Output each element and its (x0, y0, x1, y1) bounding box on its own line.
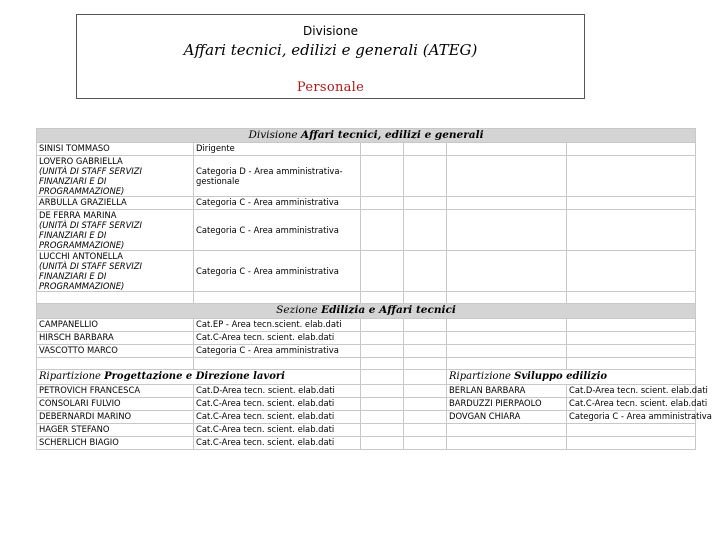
table-row (37, 210, 696, 251)
staff-role: Cat.C-Area tecn. scient. elab.dati (194, 411, 361, 424)
staff-note: (UNITÀ DI STAFF SERVIZI FINANZIARI E DI PROGRAMMAZIONE) (39, 166, 142, 196)
staff-name: BARDUZZI PIERPAOLO (447, 398, 567, 411)
table-row (37, 424, 696, 437)
table-row (37, 385, 696, 398)
unit-headers-row (37, 370, 696, 385)
table-row (37, 437, 696, 450)
staff-role: Cat.C-Area tecn. scient. elab.dati (194, 398, 361, 411)
staff-role: Cat.C-Area tecn. scient. elab.dati (567, 398, 696, 411)
staff-note: (UNITÀ DI STAFF SERVIZI FINANZIARI E DI PROGRAMMAZIONE) (39, 261, 142, 291)
table-row (37, 332, 696, 345)
staff-name: SCHERLICH BIAGIO (37, 437, 194, 450)
section-band (37, 304, 696, 319)
staff-name: BERLAN BARBARA (447, 385, 567, 398)
section-band-name: Edilizia e Affari tecnici (321, 304, 456, 316)
left-unit-name: Progettazione e Direzione lavori (104, 371, 285, 382)
spacer-row (37, 358, 696, 370)
staff-name: SINISI TOMMASO (37, 143, 194, 156)
staff-role: Cat.C-Area tecn. scient. elab.dati (194, 424, 361, 437)
staff-name: DEBERNARDI MARINO (37, 411, 194, 424)
section-band-prefix: Sezione (276, 304, 318, 316)
staff-table (36, 128, 712, 450)
right-unit-prefix: Ripartizione (449, 371, 511, 382)
staff-role: Cat.C-Area tecn. scient. elab.dati (194, 437, 361, 450)
staff-name: VASCOTTO MARCO (37, 345, 194, 358)
staff-name: CONSOLARI FULVIO (37, 398, 194, 411)
staff-name: DE FERRA MARINA (39, 210, 117, 220)
spacer-row (37, 292, 696, 304)
staff-role: Categoria C - Area amministrativa (194, 197, 361, 210)
staff-name: LOVERO GABRIELLA (39, 156, 123, 166)
table-row (37, 156, 696, 197)
staff-name: HAGER STEFANO (37, 424, 194, 437)
right-unit-name: Sviluppo edilizio (514, 371, 608, 382)
title-frame (76, 14, 585, 99)
staff-role: Cat.D-Area tecn. scient. elab.dati (194, 385, 361, 398)
staff-name: ARBULLA GRAZIELLA (37, 197, 194, 210)
table-row (37, 197, 696, 210)
division-band-prefix: Divisione (248, 129, 298, 141)
staff-role: Categoria C - Area amministrativa (567, 411, 696, 424)
staff-name: PETROVICH FRANCESCA (37, 385, 194, 398)
staff-name: DOVGAN CHIARA (447, 411, 567, 424)
staff-role: Categoria C - Area amministrativa (194, 251, 361, 292)
division-band (37, 129, 696, 143)
staff-role: Dirigente (194, 143, 361, 156)
division-title: Affari tecnici, edilizi e generali (ATEG) (183, 41, 478, 59)
table-row (37, 251, 696, 292)
staff-name: CAMPANELLIO (37, 319, 194, 332)
table-row (37, 411, 696, 424)
staff-role: Cat.D-Area tecn. scient. elab.dati (567, 385, 696, 398)
table-row (37, 319, 696, 332)
staff-name: LUCCHI ANTONELLA (39, 251, 124, 261)
division-band-name: Affari tecnici, edilizi e generali (300, 129, 484, 141)
staff-role: Categoria C - Area amministrativa (194, 210, 361, 251)
table-row (37, 345, 696, 358)
left-unit-prefix: Ripartizione (39, 371, 101, 382)
staff-role: Categoria D - Area amministrativa-gestionale (194, 156, 361, 197)
division-label: Divisione (303, 24, 358, 38)
table-row (37, 398, 696, 411)
staff-role: Cat.C-Area tecn. scient. elab.dati (194, 332, 361, 345)
section-heading: Personale (296, 80, 365, 95)
staff-role: Categoria C - Area amministrativa (194, 345, 361, 358)
table-row (37, 143, 696, 156)
staff-role: Cat.EP - Area tecn.scient. elab.dati (194, 319, 361, 332)
staff-note: (UNITÀ DI STAFF SERVIZI FINANZIARI E DI PROGRAMMAZIONE) (39, 220, 142, 250)
staff-name: HIRSCH BARBARA (37, 332, 194, 345)
